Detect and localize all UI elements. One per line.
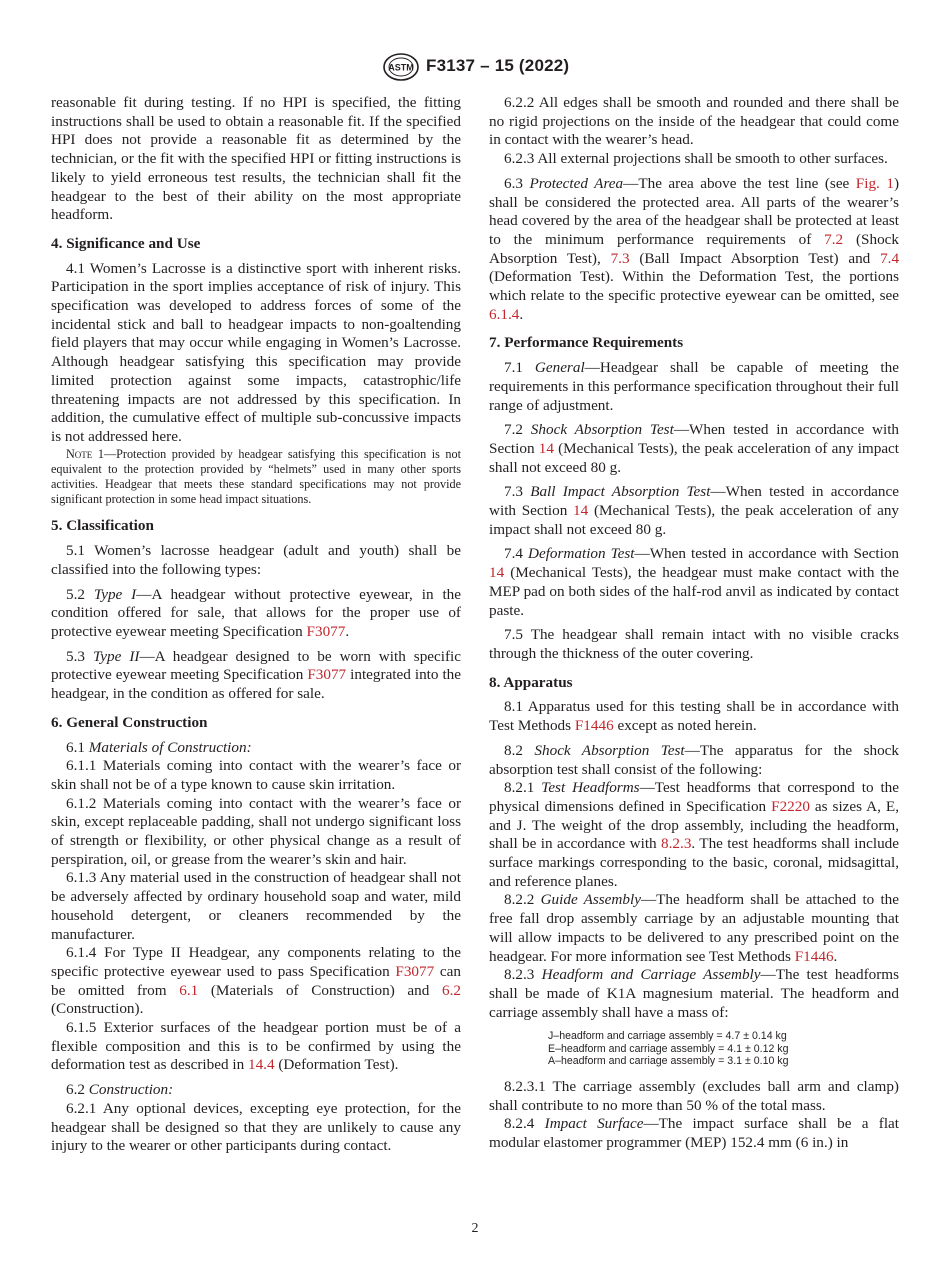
paragraph-8-2-3-1: 8.2.3.1 The carriage assembly (excludes ball arm and clamp) shall contribute to no more than 50 % of the total mass.	[489, 1077, 899, 1114]
left-column	[51, 94, 461, 1156]
astm-logo-icon	[381, 52, 421, 82]
paragraph-6-2-1: 6.2.1 Any optional devices, excepting eye protection, for the headgear shall be designed so that they are unlikely to cause any injury to the wearer or other participants during contact.	[51, 1099, 461, 1155]
paragraph-6-1-1: 6.1.1 Materials coming into contact with the wearer’s face or skin shall not be of a type known to cause skin irritation.	[51, 757, 461, 793]
paragraph-5-1: 5.1 Women’s lacrosse headgear (adult and youth) shall be classified into the following types:	[51, 542, 461, 578]
paragraph-6-1-5: 6.1.5 Exterior surfaces of the headgear portion must be of a flexible composition and this is to be confirmed by using the deformation test as described in 14.4 (Deformation Test).	[51, 1019, 461, 1074]
section-6-heading: 6. General Construction	[51, 713, 208, 731]
paragraph-6-1: 6.1 Materials of Construction:	[66, 738, 252, 756]
ref-7-3-link[interactable]: 7.3	[610, 249, 630, 267]
paragraph-6-2-3: 6.2.3 All external projections shall be smooth to other surfaces.	[504, 150, 888, 168]
paragraph-6-1-4: 6.1.4 For Type II Headgear, any components relating to the specific protective eyewear used to pass Specification F3077 can be omitted from 6.1 (Materials of Construction) and 6.2 (Construction).	[51, 944, 461, 1018]
paragraph-8-2-4: 8.2.4 Impact Surface—The impact surface shall be a flat modular elastomer programmer (MEP) 152.4 mm (6 in.) in	[489, 1115, 899, 1151]
astm-logo-text: ASTM	[388, 62, 414, 73]
mass-item-e: E–headform and carriage assembly = 4.1 ± 0.12 kg	[548, 1042, 789, 1055]
ref-14-link[interactable]: 14	[573, 502, 589, 520]
section-7-heading: 7. Performance Requirements	[489, 334, 684, 352]
paragraph-7-4: 7.4 Deformation Test—When tested in accordance with Section 14 (Mechanical Tests), the headgear must make contact with the MEP pad on both sides of the half-rod anvil as indicated by contact paste.	[489, 545, 900, 619]
ref-7-2-link[interactable]: 7.2	[824, 230, 844, 248]
page-header	[0, 52, 950, 82]
mass-list	[548, 1030, 899, 1068]
paragraph-7-1: 7.1 General—Headgear shall be capable of meeting the requirements in this performance specification throughout their full range of adjustment.	[489, 359, 899, 414]
paragraph-8-2-2: 8.2.2 Guide Assembly—The headform shall be attached to the free fall drop assembly carriage by an adjustable mounting that will allow impacts to be delivered to any prescribed point on the headgear. For more information see Test Methods F1446.	[489, 891, 900, 965]
ref-f1446-link[interactable]: F1446	[794, 947, 834, 965]
ref-f3077-link[interactable]: F3077	[307, 666, 347, 684]
ref-8-2-3-link[interactable]: 8.2.3	[661, 835, 692, 853]
ref-6-1-link[interactable]: 6.1	[179, 981, 199, 999]
ref-14-link[interactable]: 14	[489, 564, 505, 582]
section-4-heading: 4. Significance and Use	[51, 234, 201, 252]
paragraph-6-3: 6.3 Protected Area—The area above the test line (see Fig. 1) shall be considered the protected area. All parts of the wearer’s head covered by the area of the headgear shall be protected at least to the minimum performance requirements of 7.2 (Shock Absorption Test), 7.3 (Ball Impact Absorption Test) and 7.4 (Deformation Test). Within the Deformation Test, the portions which relate to the specific protective eyewear can be omitted, see 6.1.4.	[489, 174, 900, 323]
ref-f2220-link[interactable]: F2220	[771, 797, 810, 815]
paragraph-7-3: 7.3 Ball Impact Absorption Test—When tested in accordance with Section 14 (Mechanical Tests), the peak acceleration of any impact shall not exceed 80 g.	[489, 483, 900, 538]
paragraph-6-2: 6.2 Construction:	[66, 1081, 174, 1099]
note-label: Note 1	[66, 446, 104, 461]
paragraph-6-1-2: 6.1.2 Materials coming into contact with the wearer’s face or skin, except replaceable padding, shall not undergo significant loss of strength or flexibility, or other physical change as a result of perspiration, oil, or grease from the wearer’s skin and hair.	[51, 794, 461, 868]
ref-6-2-link[interactable]: 6.2	[442, 981, 461, 999]
ref-f3077-link[interactable]: F3077	[395, 962, 435, 980]
ref-6-1-4-link[interactable]: 6.1.4	[489, 305, 520, 323]
ref-14-4-link[interactable]: 14.4	[247, 1056, 275, 1074]
intro-paragraph: reasonable fit during testing. If no HPI is specified, the fitting instructions shall be used to obtain a reasonable fit. If the specified HPI does not provide a reasonable fit as determined by the technician, or the fit with the specified HPI or fitting instructions is likely to yield erroneous test results, the technician shall fit the headgear to the best of their ability on the most appropriate headform.	[51, 94, 461, 224]
paragraph-8-2-1: 8.2.1 Test Headforms—Test headforms that correspond to the physical dimensions defined in Specification F2220 as sizes A, E, and J. The weight of the drop assembly, including the headform, shall be in accordance with 8.2.3. The test headforms shall include surface markings corresponding to the basic, coronal, midsagittal, and reference planes.	[489, 779, 900, 890]
ref-f1446-link[interactable]: F1446	[574, 717, 614, 735]
mass-item-a: A–headform and carriage assembly = 3.1 ± 0.10 kg	[548, 1055, 789, 1068]
right-column	[489, 94, 899, 1153]
note-1	[51, 447, 461, 508]
section-8-heading: 8. Apparatus	[489, 673, 573, 691]
paragraph-6-2-2: 6.2.2 All edges shall be smooth and rounded and there shall be no rigid projections on the inside of the headgear that could come in contact with the wearer’s head.	[489, 94, 899, 149]
paragraph-4-1: 4.1 Women’s Lacrosse is a distinctive sport with inherent risks. Participation in the sport implies acceptance of risk of injury. This specification was developed to address forces of some of the incidental stick and ball to headgear impacts to non-goaltending field players that may occur while engaging in Women’s Lacrosse. Although headgear satisfying this specification may provide limited protection against some impacts, catastrophic/life threatening impacts are not addressed by this specification. In addition, the cumulative effect of multiple sub-concussive impacts is not addressed here.	[51, 259, 461, 445]
ref-7-4-link[interactable]: 7.4	[880, 249, 900, 267]
ref-fig-1-link[interactable]: Fig. 1	[855, 174, 894, 192]
paragraph-7-5: 7.5 The headgear shall remain intact with no visible cracks through the thickness of the outer covering.	[489, 626, 899, 662]
paragraph-8-2-3: 8.2.3 Headform and Carriage Assembly—The test headforms shall be made of K1A magnesium material. The headform and carriage assembly shall have a mass of:	[489, 966, 899, 1021]
paragraph-7-2: 7.2 Shock Absorption Test—When tested in accordance with Section 14 (Mechanical Tests), the peak acceleration of any impact shall not exceed 80 g.	[489, 421, 900, 476]
ref-14-link[interactable]: 14	[538, 439, 554, 457]
mass-item-j: J–headform and carriage assembly = 4.7 ± 0.14 kg	[548, 1030, 787, 1043]
paragraph-8-1: 8.1 Apparatus used for this testing shall be in accordance with Test Methods F1446 except as noted herein.	[489, 698, 899, 735]
paragraph-5-2: 5.2 Type I—A headgear without protective eyewear, in the condition offered for sale, that allows for the proper use of protective eyewear meeting Specification F3077.	[51, 585, 462, 640]
page-number: 2	[471, 1221, 479, 1236]
note-text: —Protection provided by headgear satisfying this specification is not equivalent to the protection provided by “helmets” used in many other sports activities. Headgear that meets these standard specifications may not provide significant protection in some head impact situations.	[51, 446, 461, 507]
document-id: F3137 – 15 (2022)	[426, 56, 570, 75]
paragraph-8-2: 8.2 Shock Absorption Test—The apparatus for the shock absorption test shall consist of the following:	[489, 741, 900, 778]
section-5-heading: 5. Classification	[51, 517, 154, 535]
paragraph-5-3: 5.3 Type II—A headgear designed to be worn with specific protective eyewear meeting Specification F3077 integrated into the headgear, in the condition as offered for sale.	[51, 647, 462, 703]
paragraph-6-1-3: 6.1.3 Any material used in the construction of headgear shall not be adversely affected by ordinary household soap and water, mild household detergent, or cleaners recommended by the manufacturer.	[51, 869, 461, 943]
ref-f3077-link[interactable]: F3077	[306, 622, 346, 640]
